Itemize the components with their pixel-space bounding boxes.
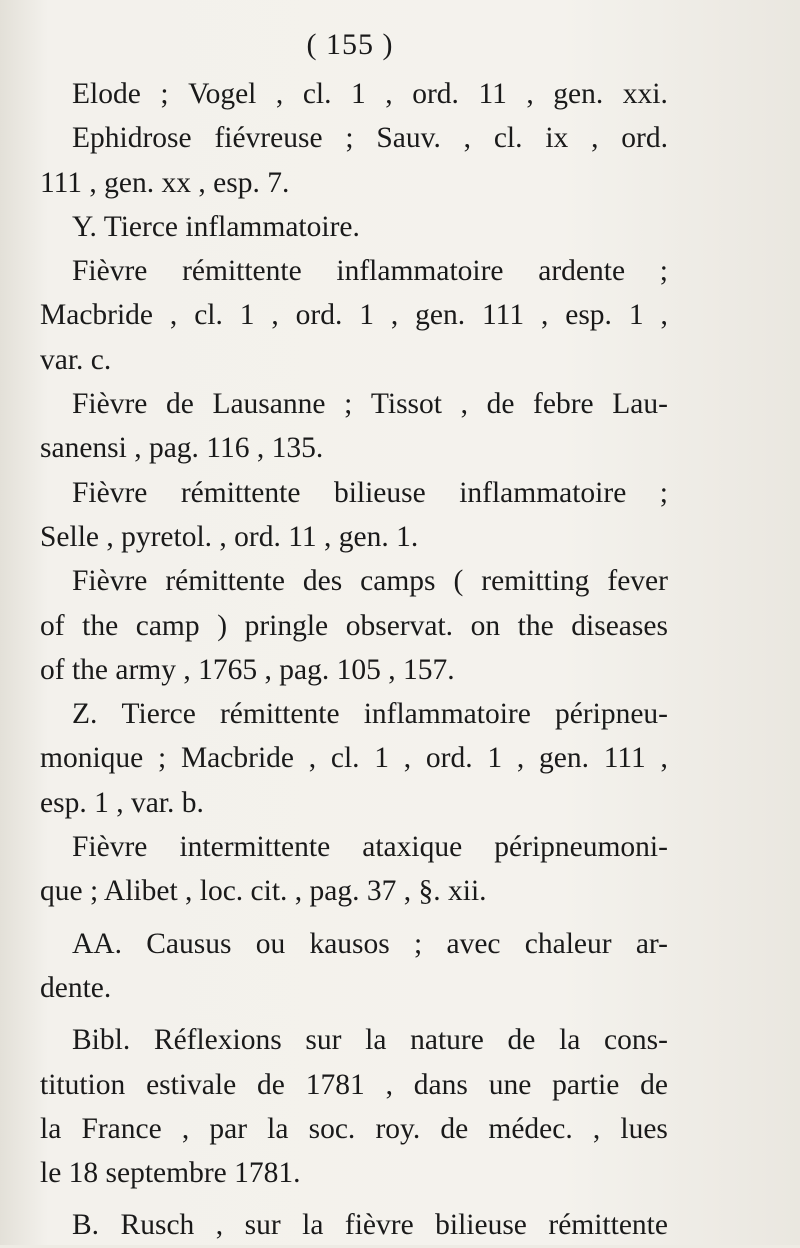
- text-line: monique ; Macbride , cl. 1 , ord. 1 , gen. 111 ,: [40, 742, 668, 775]
- text-line: of the camp ) pringle observat. on the diseases: [40, 609, 668, 642]
- text-line: 111 , gen. xx , esp. 7.: [40, 166, 290, 199]
- text-line: Elode ; Vogel , cl. 1 , ord. 11 , gen. xxi.: [72, 78, 668, 110]
- text-line: la France , par la soc. roy. de médec. , lues: [40, 1112, 668, 1145]
- text-line: sanensi , pag. 116 , 135.: [40, 432, 324, 465]
- text-line: le 18 septembre 1781.: [40, 1157, 301, 1190]
- text-line: Fièvre rémittente des camps ( remitting fever: [72, 565, 668, 598]
- page-number: ( 155 ): [306, 28, 394, 61]
- text-line: Fièvre rémittente bilieuse inflammatoire ;: [72, 476, 668, 509]
- text-line: B. Rusch , sur la fièvre bilieuse rémittente: [72, 1209, 668, 1242]
- text-line: titution estivale de 1781 , dans une partie de: [40, 1068, 668, 1101]
- text-line: Bibl. Réflexions sur la nature de la cons-: [72, 1024, 668, 1057]
- text-line: que ; Alibet , loc. cit. , pag. 37 , §. xii.: [40, 875, 487, 908]
- text-line: esp. 1 , var. b.: [40, 786, 204, 819]
- text-line: Selle , pyretol. , ord. 11 , gen. 1.: [40, 520, 419, 553]
- text-block: [40, 72, 668, 1248]
- text-line: Y. Tierce inflammatoire.: [72, 210, 360, 243]
- text-line: AA. Causus ou kausos ; avec chaleur ar-: [72, 927, 668, 960]
- text-line: Fièvre de Lausanne ; Tissot , de febre Lau-: [72, 388, 668, 421]
- text-line: var. c.: [40, 343, 112, 376]
- text-line: Fièvre intermittente ataxique péripneumoni-: [72, 831, 668, 864]
- text-line: Macbride , cl. 1 , ord. 1 , gen. 111 , esp. 1 ,: [40, 299, 668, 332]
- text-line: of the army , 1765 , pag. 105 , 157.: [40, 653, 455, 686]
- text-line: Ephidrose fiévreuse ; Sauv. , cl. ix , ord.: [72, 122, 668, 155]
- text-line: dente.: [40, 971, 112, 1004]
- text-line: Z. Tierce rémittente inflammatoire péripneu-: [72, 698, 668, 731]
- text-line: Fièvre rémittente inflammatoire ardente ;: [72, 255, 668, 288]
